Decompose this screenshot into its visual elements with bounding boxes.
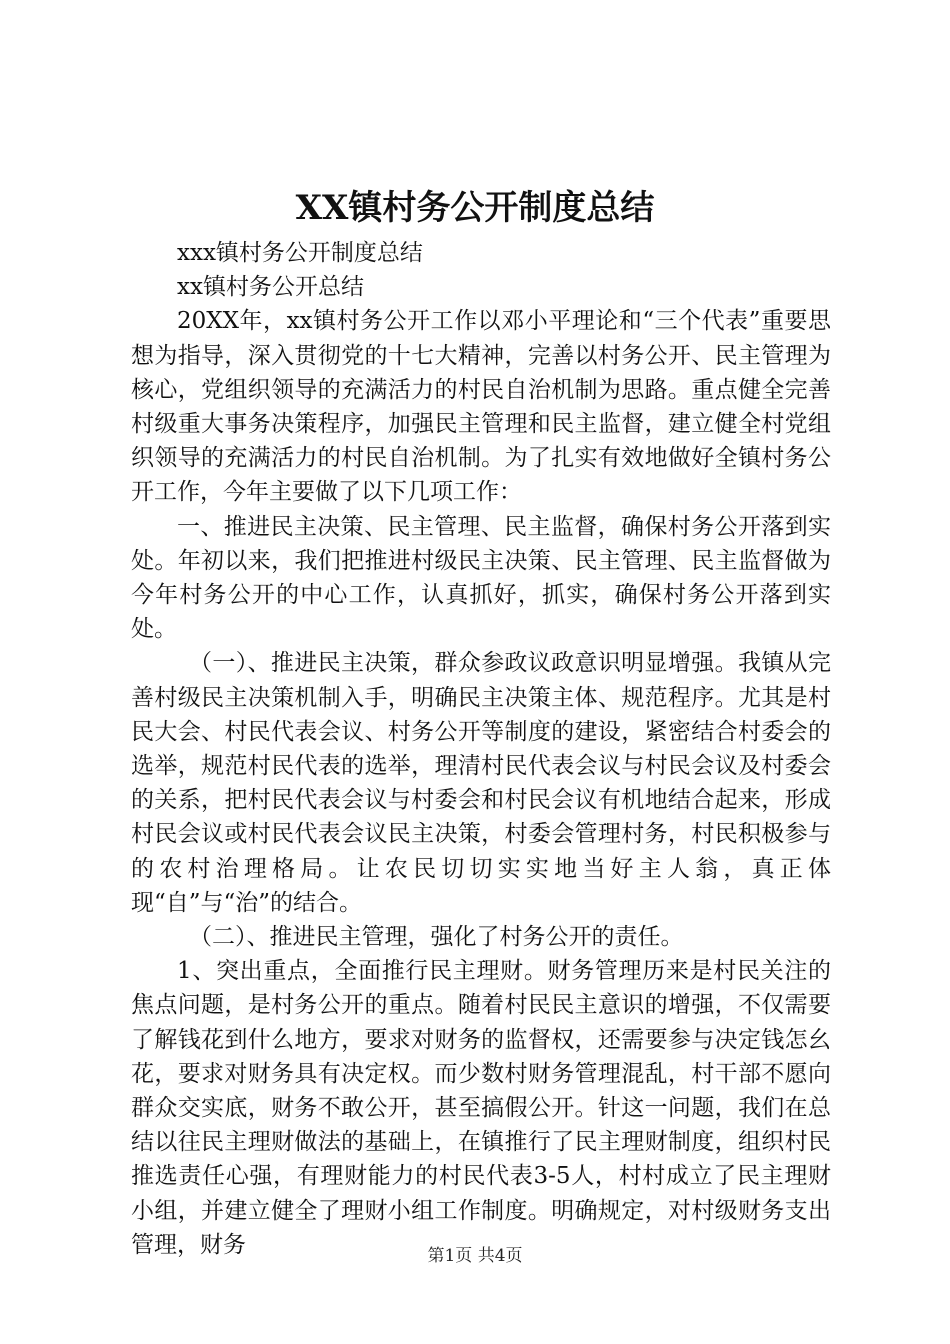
page-number-footer: 第1页 共4页 xyxy=(427,1246,523,1266)
document-body xyxy=(131,236,831,1262)
document-title: XX镇村务公开制度总结 xyxy=(295,188,655,228)
body-paragraph: （一）、推进民主决策，群众参政议政意识明显增强。我镇从完善村级民主决策机制入手，明确民主决策主体、规范程序。尤其是村民大会、村民代表会议、村务公开等制度的建设，紧密结合村委会的选举，规范村民代表的选举，理清村民代表会议与村民会议及村委会的关系，把村民代表会议与村委会和村民会议有机地结合起来，形成村民会议或村民代表会议民主决策，村委会管理村务，村民积极参与的农村治理格局。让农民切切实实地当好主人翁，真正体现“自”与“治”的结合。 xyxy=(131,650,831,916)
subtitle-paragraph: xxx镇村务公开制度总结 xyxy=(177,240,423,266)
body-paragraph: 20XX年，xx镇村务公开工作以邓小平理论和“三个代表”重要思想为指导，深入贯彻党的十七大精神，完善以村务公开、民主管理为核心，党组织领导的充满活力的村民自治机制为思路。重点健全完善村级重大事务决策程序，加强民主管理和民主监督，建立健全村党组织领导的充满活力的村民自治机制。为了扎实有效地做好全镇村务公开工作，今年主要做了以下几项工作： xyxy=(131,308,831,506)
body-paragraph: 一、推进民主决策、民主管理、民主监督，确保村务公开落到实处。年初以来，我们把推进村级民主决策、民主管理、民主监督做为今年村务公开的中心工作，认真抓好，抓实，确保村务公开落到实处。 xyxy=(131,513,831,643)
body-paragraph: （二）、推进民主管理，强化了村务公开的责任。 xyxy=(189,924,684,951)
body-paragraph: 1、突出重点，全面推行民主理财。财务管理历来是村民关注的焦点问题，是村务公开的重点。随着村民民主意识的增强，不仅需要了解钱花到什么地方，要求对财务的监督权，还需要参与决定钱怎幺花，要求对财务具有决定权。而少数村财务管理混乱，村干部不愿向群众交实底，财务不敢公开，甚至搞假公开。针这一问题，我们在总结以往民主理财做法的基础上，在镇推行了民主理财制度，组织村民推选责任心强，有理财能力的村民代表3-5人，村村成立了民主理财小组，并建立健全了理财小组工作制度。明确规定，对村级财务支出管理，财务 xyxy=(131,958,831,1258)
subtitle-paragraph: xx镇村务公开总结 xyxy=(177,274,364,301)
